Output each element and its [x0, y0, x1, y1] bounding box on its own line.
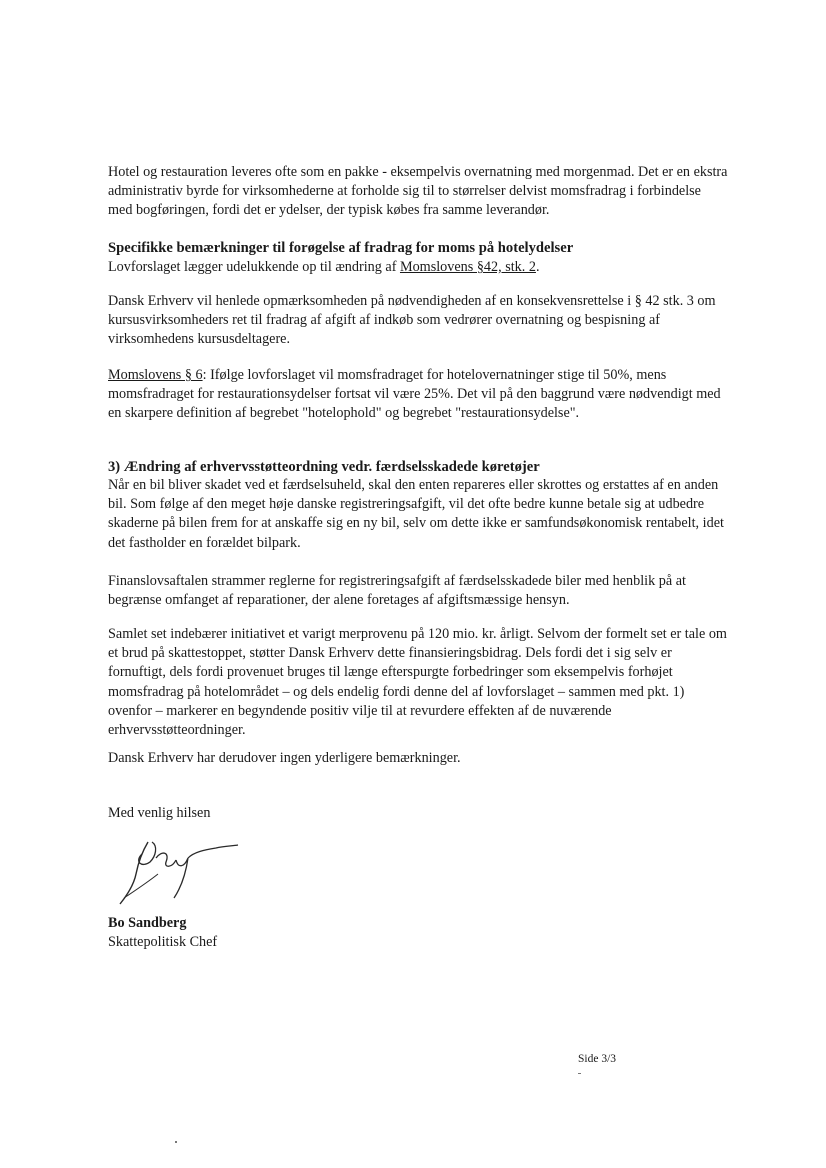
course-deduction-paragraph: Dansk Erhverv vil henlede opmærksomheden på nødvendigheden af en konsekvensrettelse i § 42 stk. 3 om kursusvirksomheders ret til fradrag af afgift af indkøb som vedrører overnatning og bespisning af virksomhedens kursusdeltagere. [108, 293, 716, 348]
scan-speck [175, 1141, 177, 1143]
section-heading-vehicle-support: 3) Ændring af erhvervsstøtteordning vedr. færdselsskadede køretøjer [108, 459, 540, 475]
finance-agreement-paragraph: Finanslovsaftalen strammer reglerne for registreringsafgift af færdselsskadede biler med henblik på at begrænse omfanget af reparationer, der alene foretages af afgiftsmæssige hensyn. [108, 573, 686, 609]
hotel-law-line-prefix: Lovforslaget lægger udelukkende op til ændring af [108, 259, 400, 275]
page-number: Side 3/3 [578, 1053, 617, 1065]
hotel-law-line-suffix: . [535, 259, 540, 275]
momslov-6-text: : Ifølge lovforslaget vil momsfradraget for hotelovernatninger stige til 50%, mens momsfradraget for restaurationsydelser fortsat vil være 25%. Det vil på den baggrund være nødvendigt med en skarpere definition af begrebet "hotelophold" og begrebet "restaurationsydelse". [108, 367, 721, 422]
hotel-law-line [108, 258, 728, 277]
signatory-title: Skattepolitisk Chef [108, 934, 218, 950]
scan-speck [578, 1073, 581, 1074]
momslov-6-link[interactable]: Momslovens § 6 [108, 367, 203, 383]
no-further-remarks: Dansk Erhverv har derudover ingen yderligere bemærkninger. [108, 750, 461, 766]
revenue-paragraph: Samlet set indebærer initiativet et varigt merprovenu på 120 mio. kr. årligt. Selvom der formelt set er tale om et brud på skattestoppet, støtter Dansk Erhverv dette finansieringsbidrag. Dels fordi det i sig selv er fornuftigt, dels fordi provenuet bruges til længe efterspurgte forbedringer som eksempelvis forhøjet momsfradrag på hotelområdet – og dels endelig fordi denne del af lovforslaget – sammen med pkt. 1) ovenfor – markerer en begyndende positiv vilje til at revurdere effekten af de nuværende erhvervsstøtteordninger. [108, 626, 727, 739]
intro-paragraph: Hotel og restauration leveres ofte som en pakke - eksempelvis overnatning med morgenmad. Det er en ekstra administrativ byrde for virksomhederne at forholde sig til to størrelser delvist momsfradrag i forbindelse med bogføringen, fordi det er ydelser, der typisk købes fra samme leverandør. [108, 164, 728, 219]
momslov-6-paragraph [108, 366, 728, 424]
vehicle-damage-paragraph: Når en bil bliver skadet ved et færdselsuheld, skal den enten repareres eller skrottes og erstattes af en anden bil. Som følge af den meget høje danske registreringsafgift, vil det ofte bedre kunne betale sig at udbedre skaderne på bilen frem for at anskaffe sig en ny bil, selv om dette ikke er samfundsøkonomisk rentabelt, idet det fastholder en forældet bilpark. [108, 477, 724, 551]
closing-greeting: Med venlig hilsen [108, 805, 211, 821]
section-heading-hotel-deduction: Specifikke bemærkninger til forøgelse af fradrag for moms på hotelydelser [108, 240, 574, 256]
momslov-42-link[interactable]: Momslovens §42, stk. 2 [399, 259, 536, 275]
handwritten-signature [112, 828, 242, 908]
signatory-name: Bo Sandberg [108, 915, 187, 931]
